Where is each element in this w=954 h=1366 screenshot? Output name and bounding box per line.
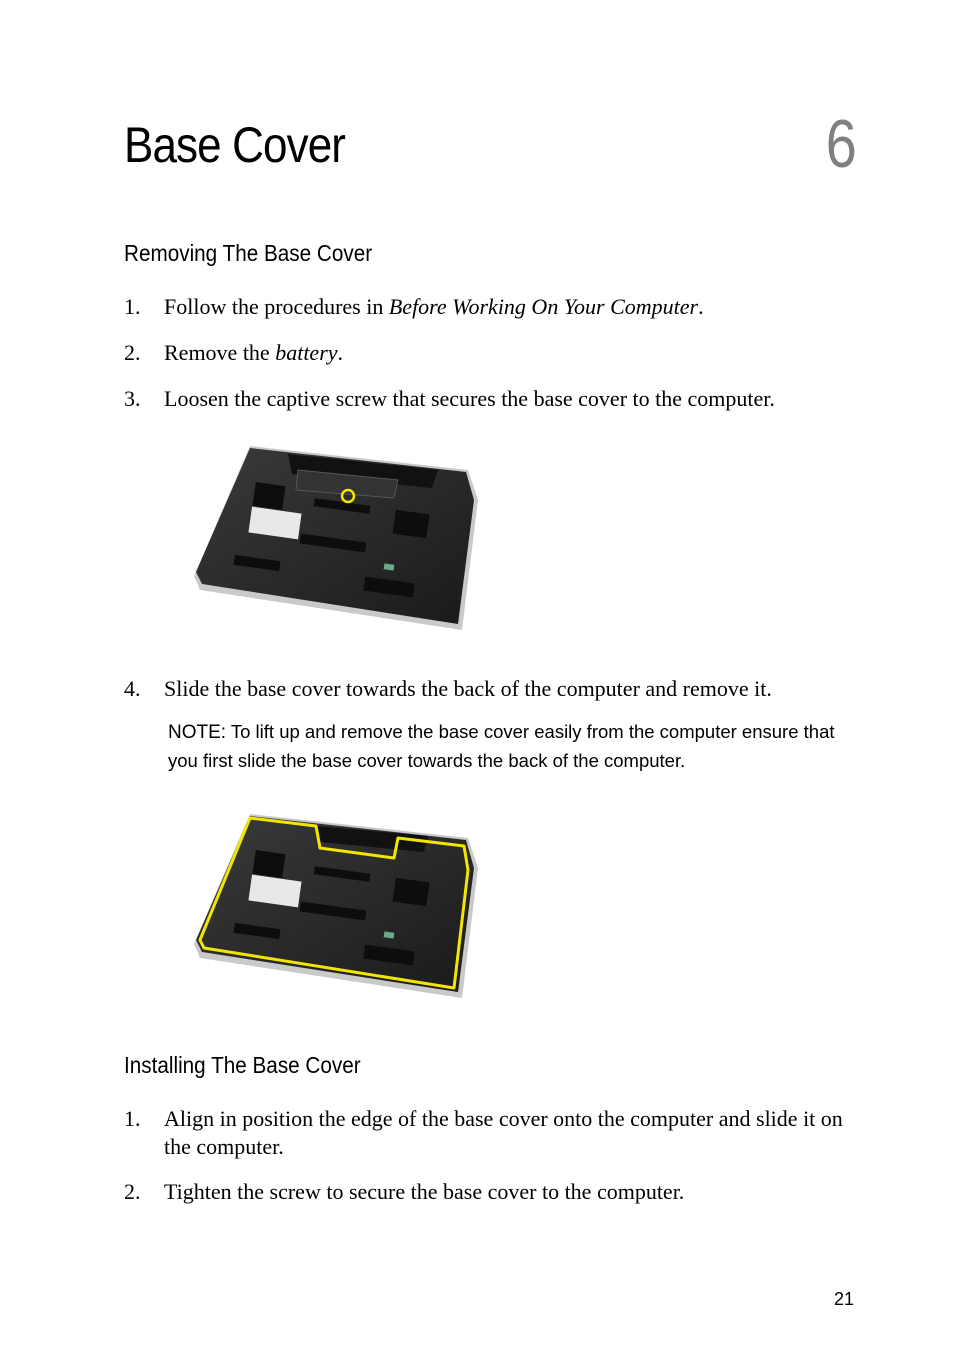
step-link-battery[interactable]: battery [275, 340, 338, 365]
step-link-before-working[interactable]: Before Working On Your Computer [388, 294, 699, 319]
step-text-punct: . [698, 294, 704, 319]
step-text-punct: . [337, 340, 344, 365]
step-text [164, 293, 854, 321]
step-text: Loosen the captive screw that secures the base cover to the computer. [164, 386, 775, 411]
note [168, 718, 848, 775]
laptop-base-screw-figure [188, 440, 484, 636]
note-label: NOTE: [168, 722, 227, 743]
step-number: 3. [124, 386, 141, 411]
section-heading-removing: Removing The Base Cover [124, 240, 373, 266]
step-number: 1. [124, 1106, 141, 1131]
step-number: 2. [124, 1179, 141, 1204]
page-number: 21 [833, 1289, 854, 1309]
note-text: To lift up and remove the base cover easily from the computer ensure that you first slide the base cover towards the back of the computer. [168, 721, 835, 771]
step-number: 4. [124, 676, 141, 701]
step-text: Slide the base cover towards the back of the computer and remove it. [164, 676, 772, 701]
chapter-number: 6 [825, 106, 857, 182]
section-heading-installing: Installing The Base Cover [124, 1052, 361, 1078]
laptop-base-cover-outline-figure [188, 808, 484, 1004]
chapter-title: Base Cover [124, 117, 346, 173]
step-text [164, 339, 854, 367]
step-text-plain: Follow the procedures in [164, 294, 389, 319]
step-text: Tighten the screw to secure the base cover to the computer. [164, 1179, 685, 1204]
step-text-plain: Remove the [164, 340, 276, 365]
step-text: Align in position the edge of the base cover onto the computer and slide it on the computer. [164, 1106, 843, 1159]
step-number: 2. [124, 340, 141, 365]
step-number: 1. [124, 294, 141, 319]
